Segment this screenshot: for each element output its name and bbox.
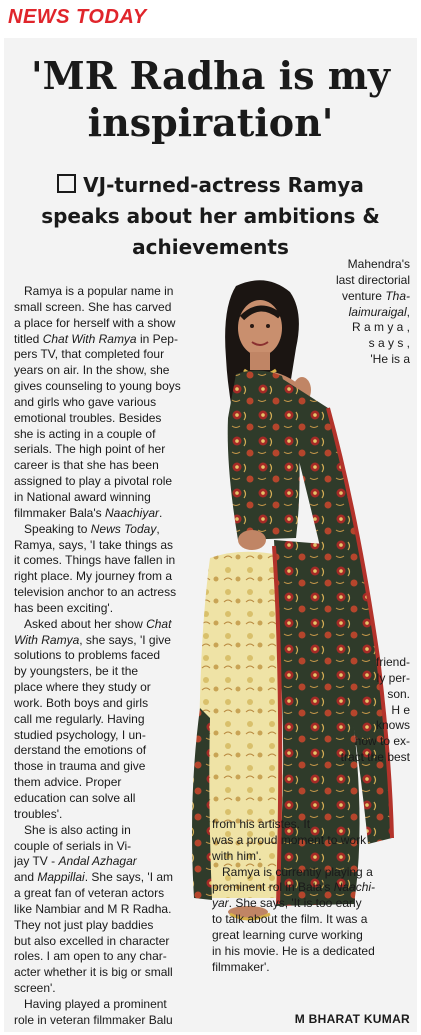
col2-line: Ramya is currently playing a	[222, 864, 373, 879]
col1-line: and girls who gave various	[14, 394, 157, 409]
col1-line: couple of serials in Vi-	[14, 838, 132, 853]
col1-line: small screen. She has carved	[14, 299, 172, 314]
col2-film-title: Naachi-	[333, 880, 376, 895]
article-column-2-bottom	[212, 817, 410, 975]
col2-line: with him'.	[212, 848, 262, 863]
col2-line: Mahendra's	[347, 257, 410, 271]
article-column-2-top	[298, 257, 410, 368]
col1-line: has been exciting'.	[14, 600, 114, 615]
col2-line: great learning curve working	[212, 927, 363, 942]
col2-line: ,	[406, 304, 410, 319]
col2-line: from his artistes. It	[212, 817, 311, 831]
col1-line: assigned to play a pivotal role	[14, 474, 173, 489]
col1-line: acter whether it is big or small	[14, 965, 173, 980]
col1-line: those in trauma and give	[14, 759, 146, 774]
col2-line: ly per-	[376, 670, 410, 685]
col2-line: prominent rol in Bala's	[212, 880, 334, 895]
col1-line: She is also acting in	[24, 822, 131, 837]
col1-line: and	[14, 870, 38, 885]
article-column-2-middle	[248, 655, 410, 766]
col1-line: Speaking to	[24, 521, 91, 536]
col1-line: television anchor to an actress	[14, 585, 177, 600]
col1-line: Ramya is a popular name in	[24, 284, 174, 298]
col1-line: in National award winning	[14, 489, 151, 504]
headline-line-2: inspiration'	[87, 100, 334, 145]
col1-line: , she says, 'I give	[79, 632, 171, 647]
col1-paper-name: News Today	[90, 521, 157, 536]
masthead-logo: NEWS TODAY	[8, 6, 147, 28]
col1-show-title: Chat	[146, 616, 172, 631]
col1-serial-title: Andal Azhagar	[58, 854, 137, 869]
col1-line: pers TV, that completed four	[14, 347, 165, 362]
article-column-1	[14, 284, 210, 1029]
col1-line: but also excelled in character	[14, 933, 170, 948]
col1-line: troubles'.	[14, 806, 63, 821]
col1-line: screen'.	[14, 981, 56, 996]
col1-line: gives counseling to young boys	[14, 379, 181, 394]
col1-line: jay TV -	[14, 854, 59, 869]
col1-line: by youngsters, be it the	[14, 664, 139, 679]
col1-line: right place. My journey from a	[14, 569, 173, 584]
col1-line: derstand the emotions of	[14, 743, 147, 758]
col2-line: R a m y a ,	[351, 320, 410, 335]
col1-line: Asked about her show	[24, 616, 147, 631]
col2-film-title: laimuraigal	[348, 304, 407, 319]
col1-line: in Pep-	[136, 331, 178, 346]
col2-line: venture	[341, 288, 386, 303]
col1-line: education can solve all	[14, 791, 136, 805]
col2-line: in his movie. He is a dedicated	[212, 943, 375, 958]
byline: M BHARAT KUMAR	[294, 1012, 410, 1026]
subhead-line-3: achievements	[132, 235, 289, 259]
col1-line: roles. I am open to any char-	[14, 949, 167, 964]
col1-line: . She says, 'I am	[84, 870, 174, 885]
col2-line: tract the best	[340, 750, 410, 765]
headline	[6, 52, 415, 146]
col1-line: call me regularly. Having	[14, 711, 145, 726]
col1-line: ,	[156, 521, 160, 536]
col1-line: Having played a prominent	[24, 996, 167, 1011]
col1-line: Ramya, says, 'I take things as	[14, 537, 174, 552]
col2-line: s a y s ,	[368, 336, 410, 351]
subhead-line-2: speaks about her ambitions &	[41, 204, 380, 228]
col1-line: a great fan of veteran actors	[14, 886, 165, 901]
col1-line: They not just play baddies	[14, 917, 154, 932]
col2-line: was a proud moment to work	[212, 832, 367, 847]
col2-line: friend-	[375, 655, 410, 669]
col1-line: serials. The high point of her	[14, 442, 166, 457]
subhead-line-1: VJ-turned-actress Ramya	[83, 173, 364, 197]
col1-line: it comes. Things have fallen in	[14, 553, 176, 568]
col1-show-title: Chat With Ramya	[42, 331, 137, 346]
col2-line: knows	[375, 718, 410, 733]
col1-line: solutions to problems faced	[14, 648, 161, 663]
col2-film-title: Tha-	[385, 288, 410, 303]
col2-line: to talk about the film. It was a	[212, 912, 368, 927]
subheadline	[6, 170, 415, 263]
col1-line: place where they study or	[14, 680, 151, 695]
col2-line: son.	[387, 686, 410, 701]
col1-line: a place for herself with a show	[14, 315, 176, 330]
col1-line: filmmaker Bala's	[14, 505, 105, 520]
col1-film-title: Naachiyar	[104, 505, 160, 520]
col1-show-title: With Ramya	[14, 632, 80, 647]
col2-line: last directorial	[335, 272, 410, 287]
checkbox-icon	[57, 174, 76, 193]
col1-line: .	[159, 505, 163, 520]
col2-line: H e	[391, 702, 410, 717]
col1-line: emotional troubles. Besides	[14, 410, 162, 425]
col1-line: like Nambiar and M R Radha.	[14, 901, 172, 916]
col1-line: work. Both boys and girls	[14, 695, 149, 710]
col2-film-title: yar	[212, 896, 229, 911]
col1-line: them advice. Proper	[14, 775, 122, 790]
col1-line: titled	[14, 331, 43, 346]
col2-line: 'He is a	[370, 352, 410, 367]
headline-line-1: 'MR Radha is my	[31, 53, 390, 98]
col1-line: years on air. In the show, she	[14, 363, 170, 378]
col2-line: how to ex-	[354, 734, 410, 749]
col1-line: she is acting in a couple of	[14, 426, 156, 441]
col2-line: . She says, 'It is too early	[228, 896, 362, 911]
col2-line: filmmaker'.	[212, 959, 270, 974]
col1-serial-title: Mappillai	[37, 870, 85, 885]
col1-line: studied psychology, I un-	[14, 727, 146, 742]
col1-line: career is that she has been	[14, 458, 159, 473]
col1-line: role in veteran filmmaker Balu	[14, 1012, 173, 1027]
